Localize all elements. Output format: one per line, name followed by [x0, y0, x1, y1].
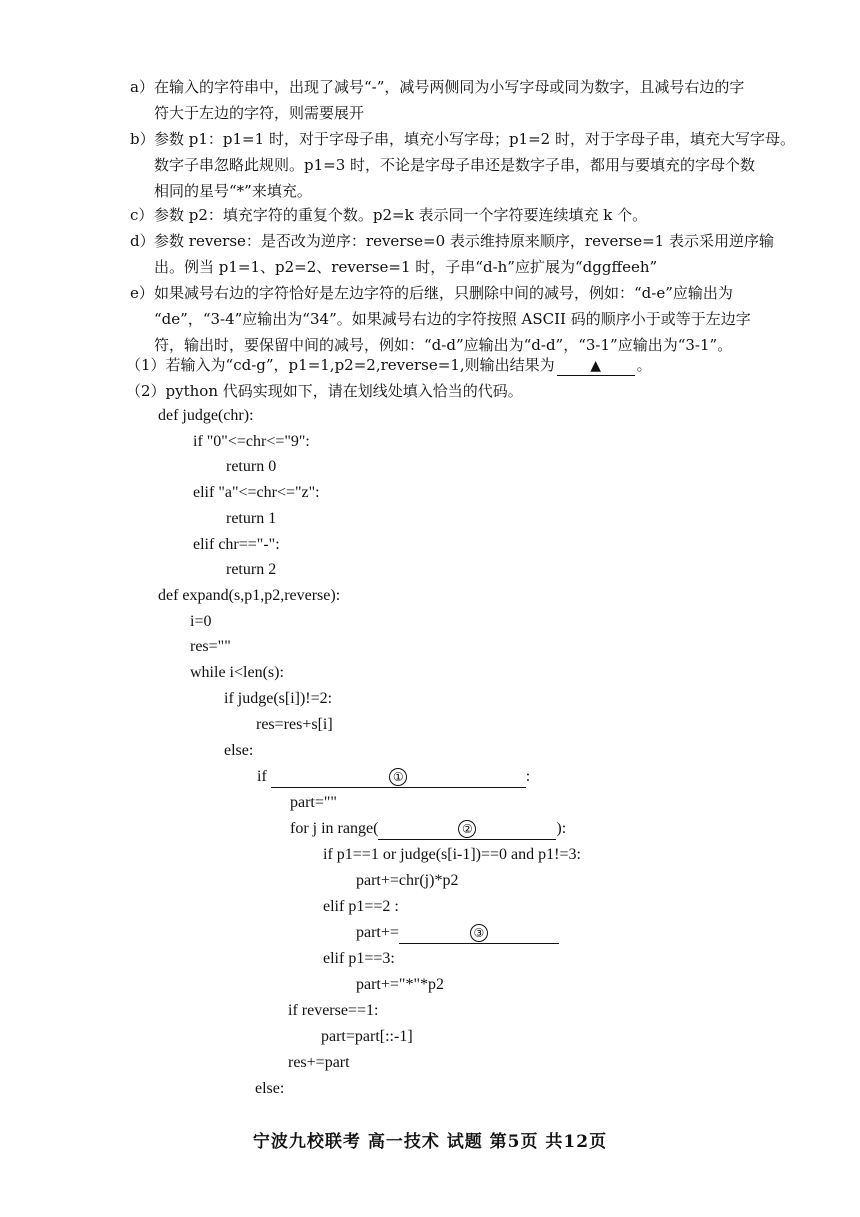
code-line	[356, 920, 559, 946]
code-line: part+=chr(j)*p2	[356, 872, 459, 889]
code-line: elif p1==3:	[323, 950, 395, 967]
code-line: elif "a"<=chr<="z":	[193, 484, 320, 501]
rule-text: 符，输出时，要保留中间的减号，例如：“d-d”应输出为“d-d”，“3-1”应输出为“3-1”。	[154, 336, 733, 354]
rule-text: 符大于左边的字符，则需要展开	[154, 104, 365, 122]
question-2	[126, 378, 523, 404]
code-text: :	[525, 768, 531, 785]
code-line: elif p1==2 :	[323, 898, 399, 915]
rule-label: d）	[130, 232, 155, 250]
code-line: part+="*"*p2	[356, 976, 444, 993]
code-line: else:	[255, 1080, 285, 1097]
code-line: res+=part	[288, 1054, 350, 1071]
code-text: if	[257, 768, 271, 785]
rule-b	[130, 126, 820, 204]
code-line: if judge(s[i])!=2:	[224, 690, 333, 707]
rule-text: 数字子串忽略此规则。p1=3 时，不论是字母子串还是数字子串，都用与要填充的字母个数	[154, 156, 756, 174]
rule-label: a）	[130, 78, 154, 96]
rule-label: b）	[130, 130, 155, 148]
rule-text: “de”，“3-4”应输出为“34”。如果减号右边的字符按照 ASCII 码的顺序小于或等于左边字	[154, 310, 751, 328]
code-line	[290, 816, 566, 842]
question-1-suffix: 。	[636, 356, 652, 374]
code-line: elif chr=="-":	[193, 536, 280, 553]
page-footer: 宁波九校联考 高一技术 试题 第5页 共12页	[252, 1132, 608, 1152]
code-line: if reverse==1:	[288, 1002, 379, 1019]
blank-number-1: ①	[389, 768, 407, 786]
code-line: def judge(chr):	[158, 407, 254, 424]
rule-d	[130, 228, 820, 280]
code-line: return 1	[226, 510, 277, 527]
rule-text: 出。例当 p1=1、p2=2、reverse=1 时，子串“d-h”应扩展为“dggffeeh”	[154, 258, 658, 276]
code-line: return 0	[226, 458, 277, 475]
question-1-text: （1）若输入为“cd-g”，p1=1,p2=2,reverse=1,则输出结果为	[126, 356, 555, 374]
code-line	[257, 764, 530, 790]
fill-blank-3[interactable]	[399, 923, 559, 944]
code-line: part=part[::-1]	[321, 1028, 413, 1045]
rule-text: 在输入的字符串中，出现了减号“-”，减号两侧同为小写字母或同为数字，且减号右边的字	[154, 78, 745, 96]
rule-text: 参数 p2：填充字符的重复个数。p2=k 表示同一个字符要连续填充 k 个。	[154, 206, 648, 224]
code-line: part=""	[290, 794, 337, 811]
rule-c	[130, 202, 820, 228]
code-line: i=0	[190, 613, 212, 630]
rule-text: 参数 reverse：是否改为逆序：reverse=0 表示维持原来顺序，reverse=1 表示采用逆序输	[154, 232, 774, 250]
rule-a	[130, 74, 820, 126]
code-line: return 2	[226, 561, 277, 578]
code-line: if p1==1 or judge(s[i-1])==0 and p1!=3:	[323, 846, 581, 863]
rule-text: 如果减号右边的字符恰好是左边字符的后继，只删除中间的减号，例如：“d-e”应输出为	[154, 284, 733, 302]
code-line: if "0"<=chr<="9":	[193, 433, 310, 450]
code-line: res=res+s[i]	[256, 716, 333, 733]
code-line: res=""	[190, 638, 231, 655]
code-text: ):	[556, 820, 567, 837]
blank-number-2: ②	[458, 820, 476, 838]
code-line: else:	[224, 742, 254, 759]
code-text: part+=	[356, 924, 399, 941]
rule-label: c）	[130, 206, 154, 224]
rule-text: 参数 p1：p1=1 时，对于字母子串，填充小写字母；p1=2 时，对于字母子串，填充大写字母。	[154, 130, 795, 148]
question-2-text: （2）python 代码实现如下，请在划线处填入恰当的代码。	[126, 382, 523, 400]
code-line: def expand(s,p1,p2,reverse):	[158, 587, 341, 604]
code-line: while i<len(s):	[190, 664, 284, 681]
rule-text: 相同的星号“*”来填充。	[154, 182, 312, 200]
answer-blank[interactable]: ▲	[557, 357, 635, 376]
fill-blank-2[interactable]	[378, 819, 556, 840]
rule-e	[130, 280, 820, 358]
blank-number-3: ③	[470, 924, 488, 942]
question-1	[126, 352, 652, 378]
rule-label: e）	[130, 284, 154, 302]
code-text: for j in range(	[290, 820, 379, 837]
fill-blank-1[interactable]	[271, 767, 526, 788]
